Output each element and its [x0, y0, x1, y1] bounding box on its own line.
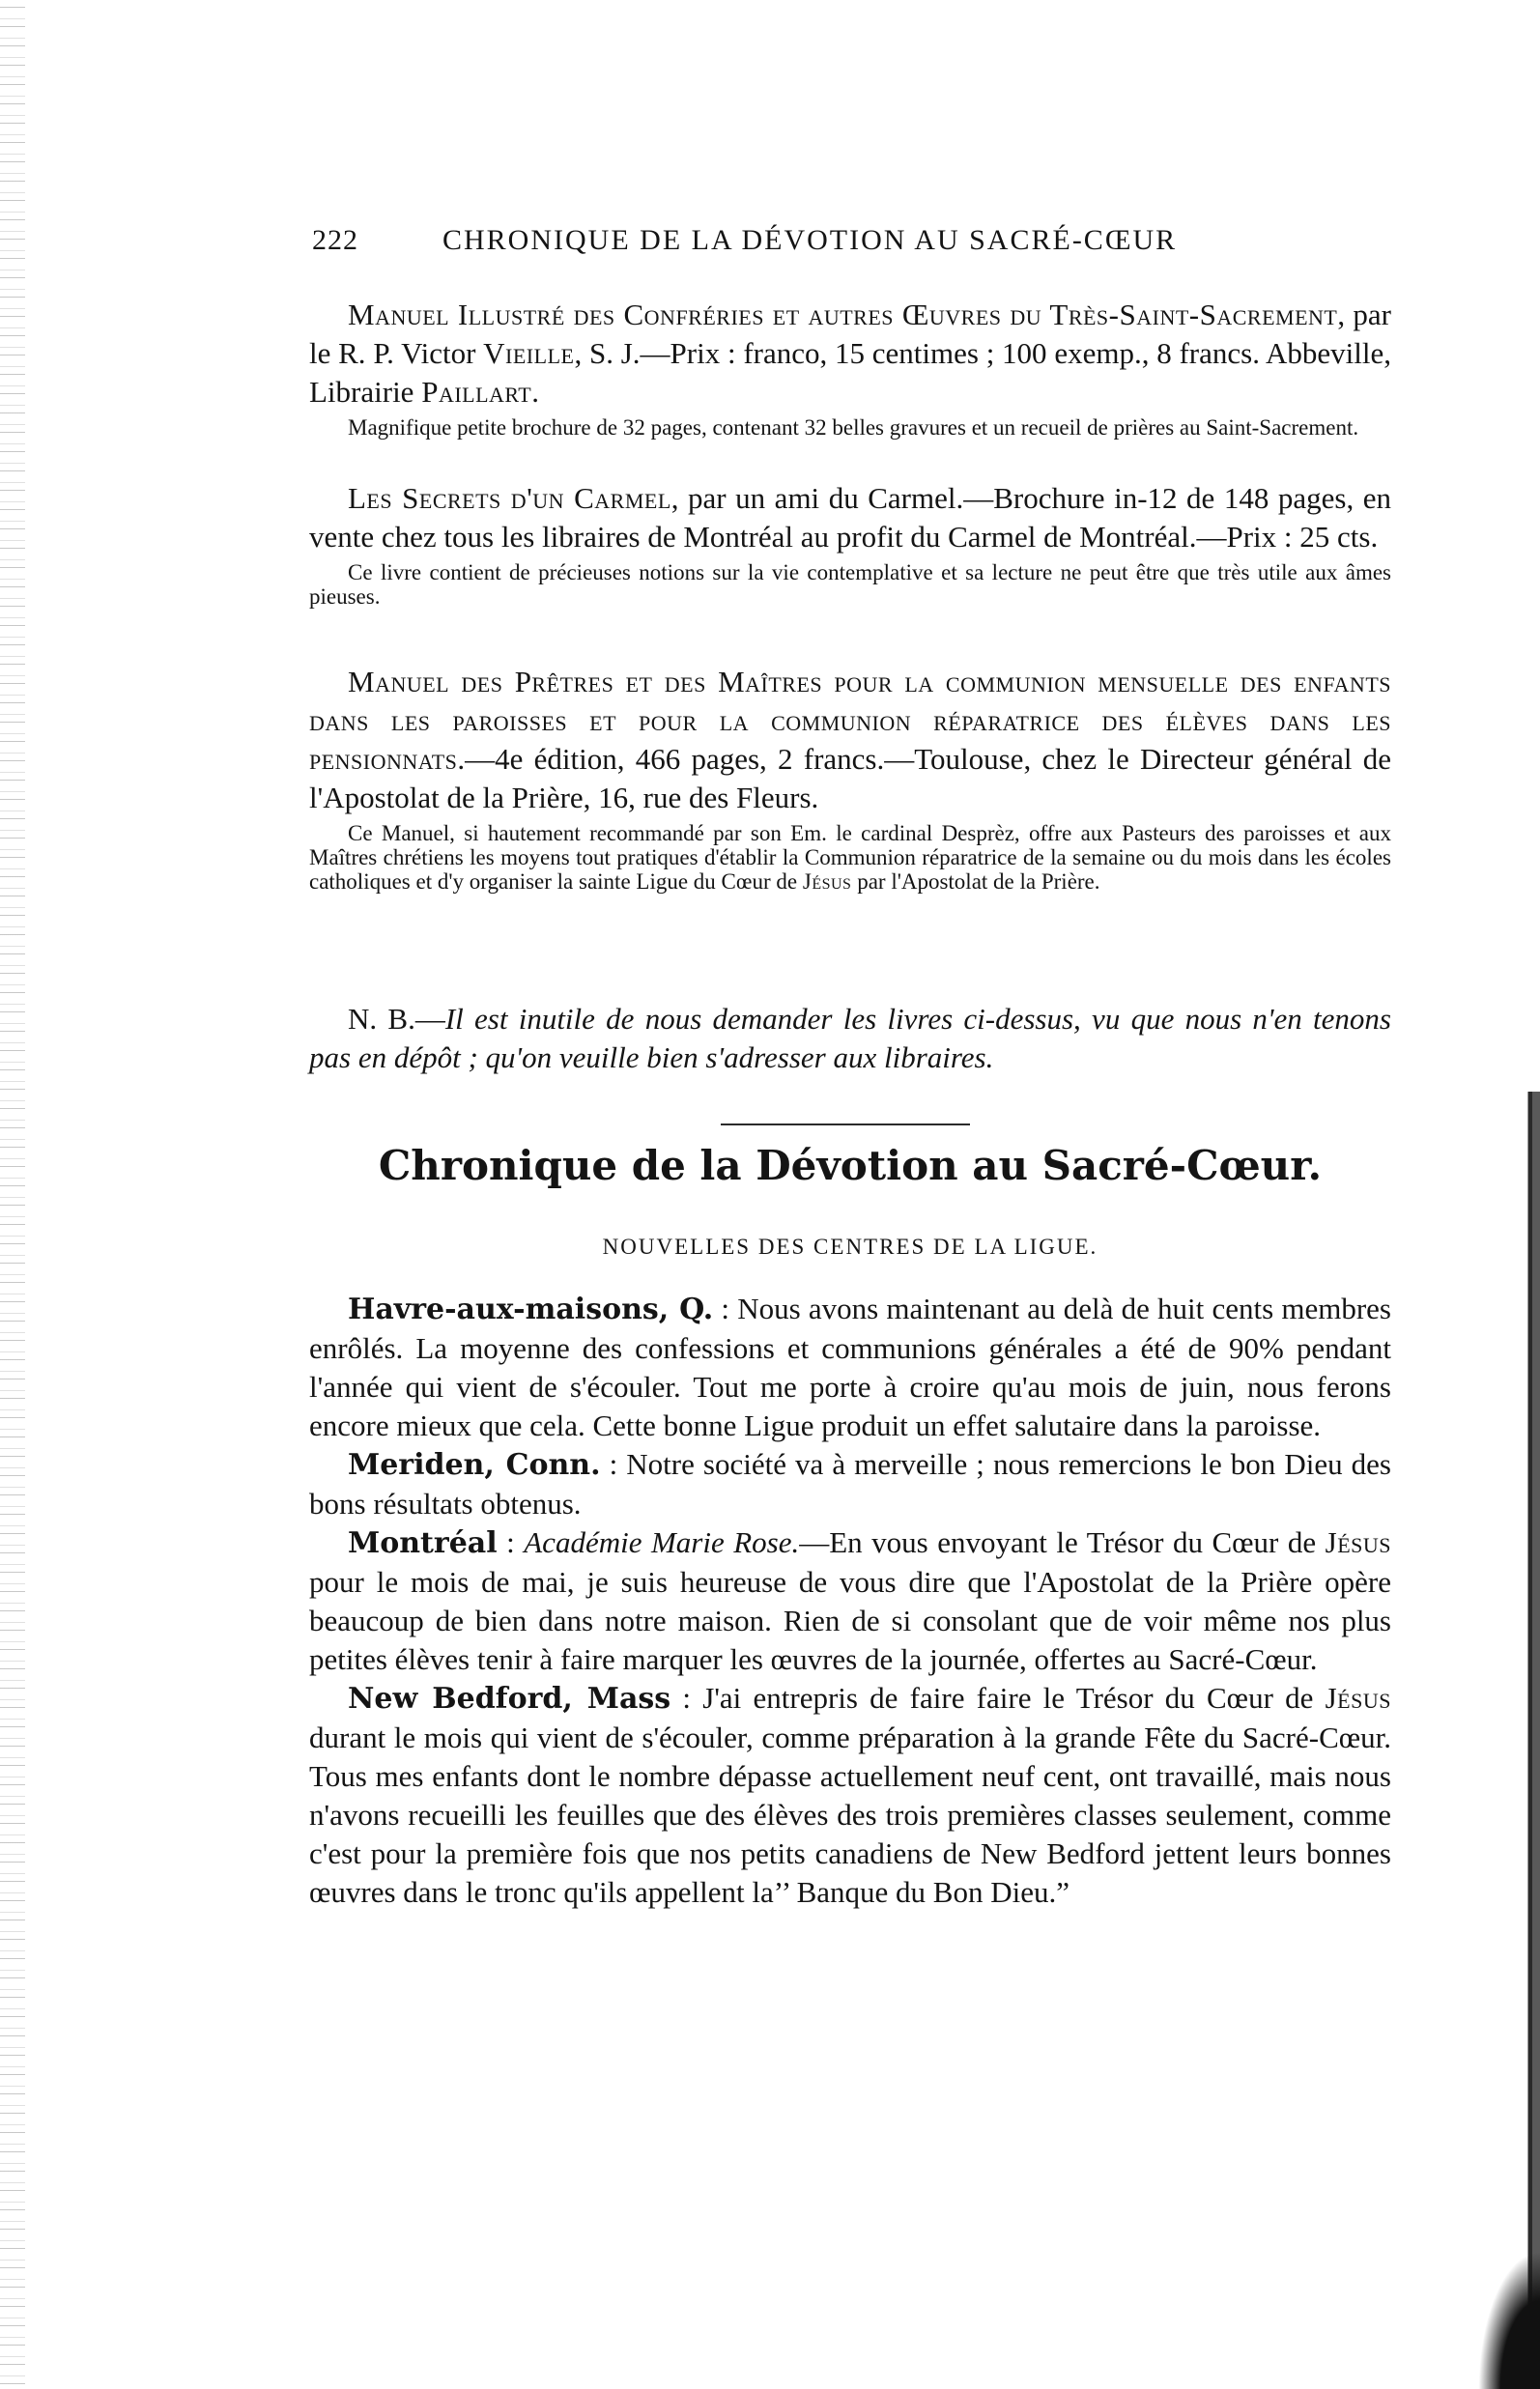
running-header [312, 224, 1317, 257]
section-subtitle: NOUVELLES DES CENTRES DE LA LIGUE. [602, 1235, 1098, 1259]
book-publisher: Paillart [421, 375, 532, 409]
nota-bene [309, 1000, 1391, 1077]
news-place: Meriden, Conn. [348, 1448, 601, 1482]
book-note: Magnifique petite brochure de 32 pages, contenant 32 belles gravures et un recueil de prières au Saint-Sacrement. [348, 415, 1359, 440]
news-item: New Bedford, Mass : J'ai entrepris de faire faire le Trésor du Cœur de Jésus durant le mois qui vient de s'écouler, comme préparation à la grande Fête du Sacré-Cœur. Tous mes enfants dont le nombre dépasse actuellement neuf cent, ont travaillé, mais nous n'avons recueilli les feuilles que des élèves des trois premières classes seulement, comme c'est pour la première fois que nos petits canadiens de New Bedford jettent leurs bonnes œuvres dans le tronc qu'ils appellent la’’ Banque du Bon Dieu.” [309, 1681, 1391, 1909]
book-entry-2 [309, 479, 1391, 609]
section-title: Chronique de la Dévotion au Sacré-Cœur. [378, 1142, 1323, 1189]
book-entry-text: Manuel des Prêtres et des Maîtres pour la communion mensuelle des enfants dans les paroisses et pour la communion réparatrice des élèves dans les pensionnats.—4e édition, 466 pages, 2 francs.—Toulouse, chez le Directeur général de l'Apostolat de la Prière, 16, rue des Fleurs. [309, 665, 1391, 814]
news-item: Havre-aux-maisons, Q. : Nous avons maintenant au delà de huit cents membres enrôlés. La moyenne des confessions et communions générales a été de 90% pendant l'année qui vient de s'écouler. Tout me porte à croire qu'au mois de juin, nous ferons encore mieux que cela. Cette bonne Ligue produit un effet salutaire dans la paroisse. [309, 1292, 1391, 1442]
book-note: Ce Manuel, si hautement recommandé par son Em. le cardinal Desprèz, offre aux Pasteurs des paroisses et aux Maîtres chrétiens les moyens tout pratiques d'établir la Communion réparatrice de la semaine ou du mois dans les écoles catholiques et d'y organiser la sainte Ligue du Cœur de Jésus par l'Apostolat de la Prière. [309, 821, 1391, 894]
news-institution: Académie Marie Rose. [524, 1525, 800, 1559]
page-number: 222 [312, 224, 358, 256]
book-title: Manuel des Prêtres et des Maîtres pour la communion mensuelle des enfants dans les paroisses et pour la communion réparatrice des élèves dans les pensionnats [309, 665, 1391, 776]
news-place: Montréal [348, 1526, 498, 1560]
book-title: Les Secrets d'un Carmel [348, 481, 671, 515]
section-divider [721, 1123, 970, 1125]
news-item: Montréal : Académie Marie Rose.—En vous envoyant le Trésor du Cœur de Jésus pour le mois de mai, je suis heureuse de vous dire que l'Apostolat de la Prière opère beaucoup de bien dans notre maison. Rien de si consolant que de voir même nos plus petites élèves tenir à faire marquer les œuvres de la journée, offertes au Sacré-Cœur. [309, 1525, 1392, 1676]
page-curl-shadow [1478, 2251, 1540, 2389]
book-entry-3 [309, 663, 1391, 894]
nb-text: Il est inutile de nous demander les livres ci-dessus, vu que nous n'en tenons pas en dépôt ; qu'on veuille bien s'adresser aux libraires. [309, 1002, 1391, 1074]
news-item: Meriden, Conn. : Notre société va à merveille ; nous remercions le bon Dieu des bons résultats obtenus. [309, 1447, 1391, 1521]
nb-label: N. B.— [348, 1002, 445, 1036]
book-note: Ce livre contient de précieuses notions sur la vie contemplative et sa lecture ne peut être que très utile aux âmes pieuses. [309, 560, 1391, 609]
scan-edge-left [0, 0, 25, 2389]
book-entry-text: Les Secrets d'un Carmel, par un ami du Carmel.—Brochure in-12 de 148 pages, en vente chez tous les libraires de Montréal au profit du Carmel de Montréal.—Prix : 25 cts. [309, 481, 1391, 554]
running-title: CHRONIQUE DE LA DÉVOTION AU SACRÉ-CŒUR [442, 224, 1178, 256]
news-place: New Bedford, Mass [348, 1682, 671, 1716]
news-place: Havre-aux-maisons, Q. [348, 1293, 714, 1326]
book-title: Manuel Illustré des Confréries et autres Œuvres du Très-Saint-Sacrement [348, 298, 1338, 331]
book-entry-1 [309, 296, 1391, 440]
news-list [309, 1290, 1391, 1912]
book-author: Vieille [483, 336, 575, 370]
scan-edge-right [1520, 1092, 1540, 2389]
book-entry-text: Manuel Illustré des Confréries et autres Œuvres du Très-Saint-Sacrement, par le R. P. Victor Vieille, S. J.—Prix : franco, 15 centimes ; 100 exemp., 8 francs. Abbeville, Librairie Paillart. [309, 298, 1391, 409]
